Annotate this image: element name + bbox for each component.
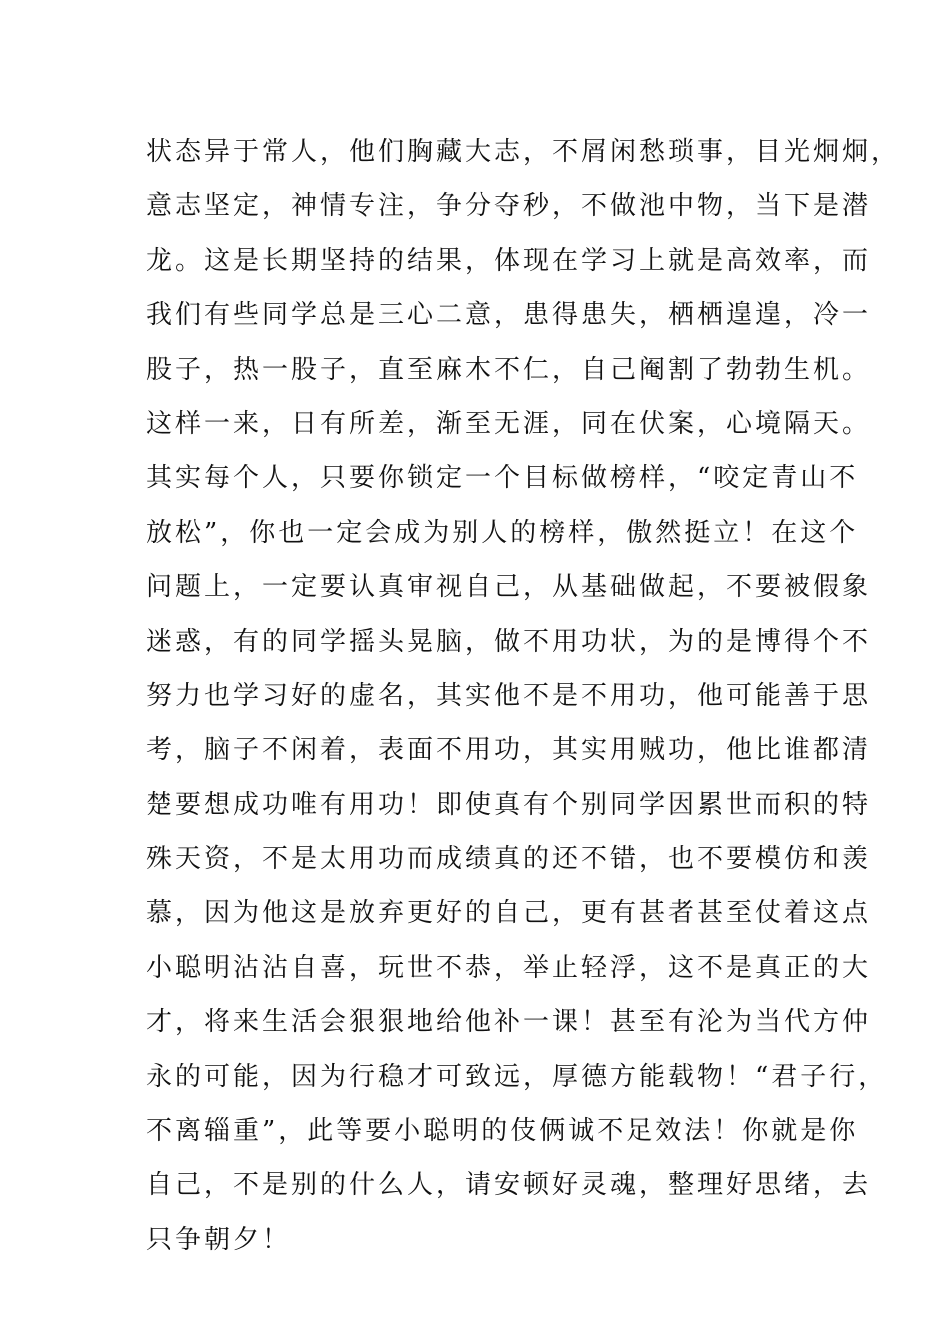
text-line: 不离辎重”，此等要小聪明的伎俩诚不足效法！你就是你 (146, 1116, 859, 1147)
text-line: 考，脑子不闲着，表面不用功，其实用贼功，他比谁都清 (146, 735, 872, 766)
text-line: 龙。这是长期坚持的结果，体现在学习上就是高效率，而 (146, 245, 872, 276)
text-line: 股子，热一股子，直至麻木不仁，自己阉割了勃勃生机。 (146, 354, 872, 385)
text-line: 意志坚定，神情专注，争分夺秒，不做池中物，当下是潜 (146, 191, 872, 222)
text-line: 这样一来，日有所差，渐至无涯，同在伏案，心境隔天。 (146, 408, 872, 439)
text-line: 才，将来生活会狠狠地给他补一课！甚至有沦为当代方仲 (146, 1007, 872, 1038)
text-line: 慕，因为他这是放弃更好的自己，更有甚者甚至仗着这点 (146, 898, 872, 929)
text-line: 自己，不是别的什么人，请安顿好灵魂，整理好思绪，去 (146, 1170, 872, 1201)
text-line: 殊天资，不是太用功而成绩真的还不错，也不要模仿和羡 (146, 844, 872, 875)
text-line: 迷惑，有的同学摇头晃脑，做不用功状，为的是博得个不 (146, 626, 872, 657)
text-line: 楚要想成功唯有用功！即使真有个别同学因累世而积的特 (146, 789, 872, 820)
text-line: 永的可能，因为行稳才可致远，厚德方能载物！“君子行， (146, 1061, 888, 1092)
text-line: 问题上，一定要认真审视自己，从基础做起，不要被假象 (146, 572, 872, 603)
text-line: 只争朝夕！ (146, 1224, 292, 1255)
text-line: 状态异于常人，他们胸藏大志，不屑闲愁琐事，目光炯炯， (146, 137, 901, 167)
text-line: 其实每个人，只要你锁定一个目标做榜样，“咬定青山不 (146, 463, 859, 494)
text-line: 努力也学习好的虚名，其实他不是不用功，他可能善于思 (146, 680, 872, 711)
text-line: 放松”，你也一定会成为别人的榜样，傲然挺立！在这个 (146, 517, 859, 548)
text-line: 我们有些同学总是三心二意，患得患失，栖栖遑遑，冷一 (146, 300, 872, 331)
text-line: 小聪明沾沾自喜，玩世不恭，举止轻浮，这不是真正的大 (146, 952, 872, 983)
body-paragraph (146, 125, 901, 1267)
